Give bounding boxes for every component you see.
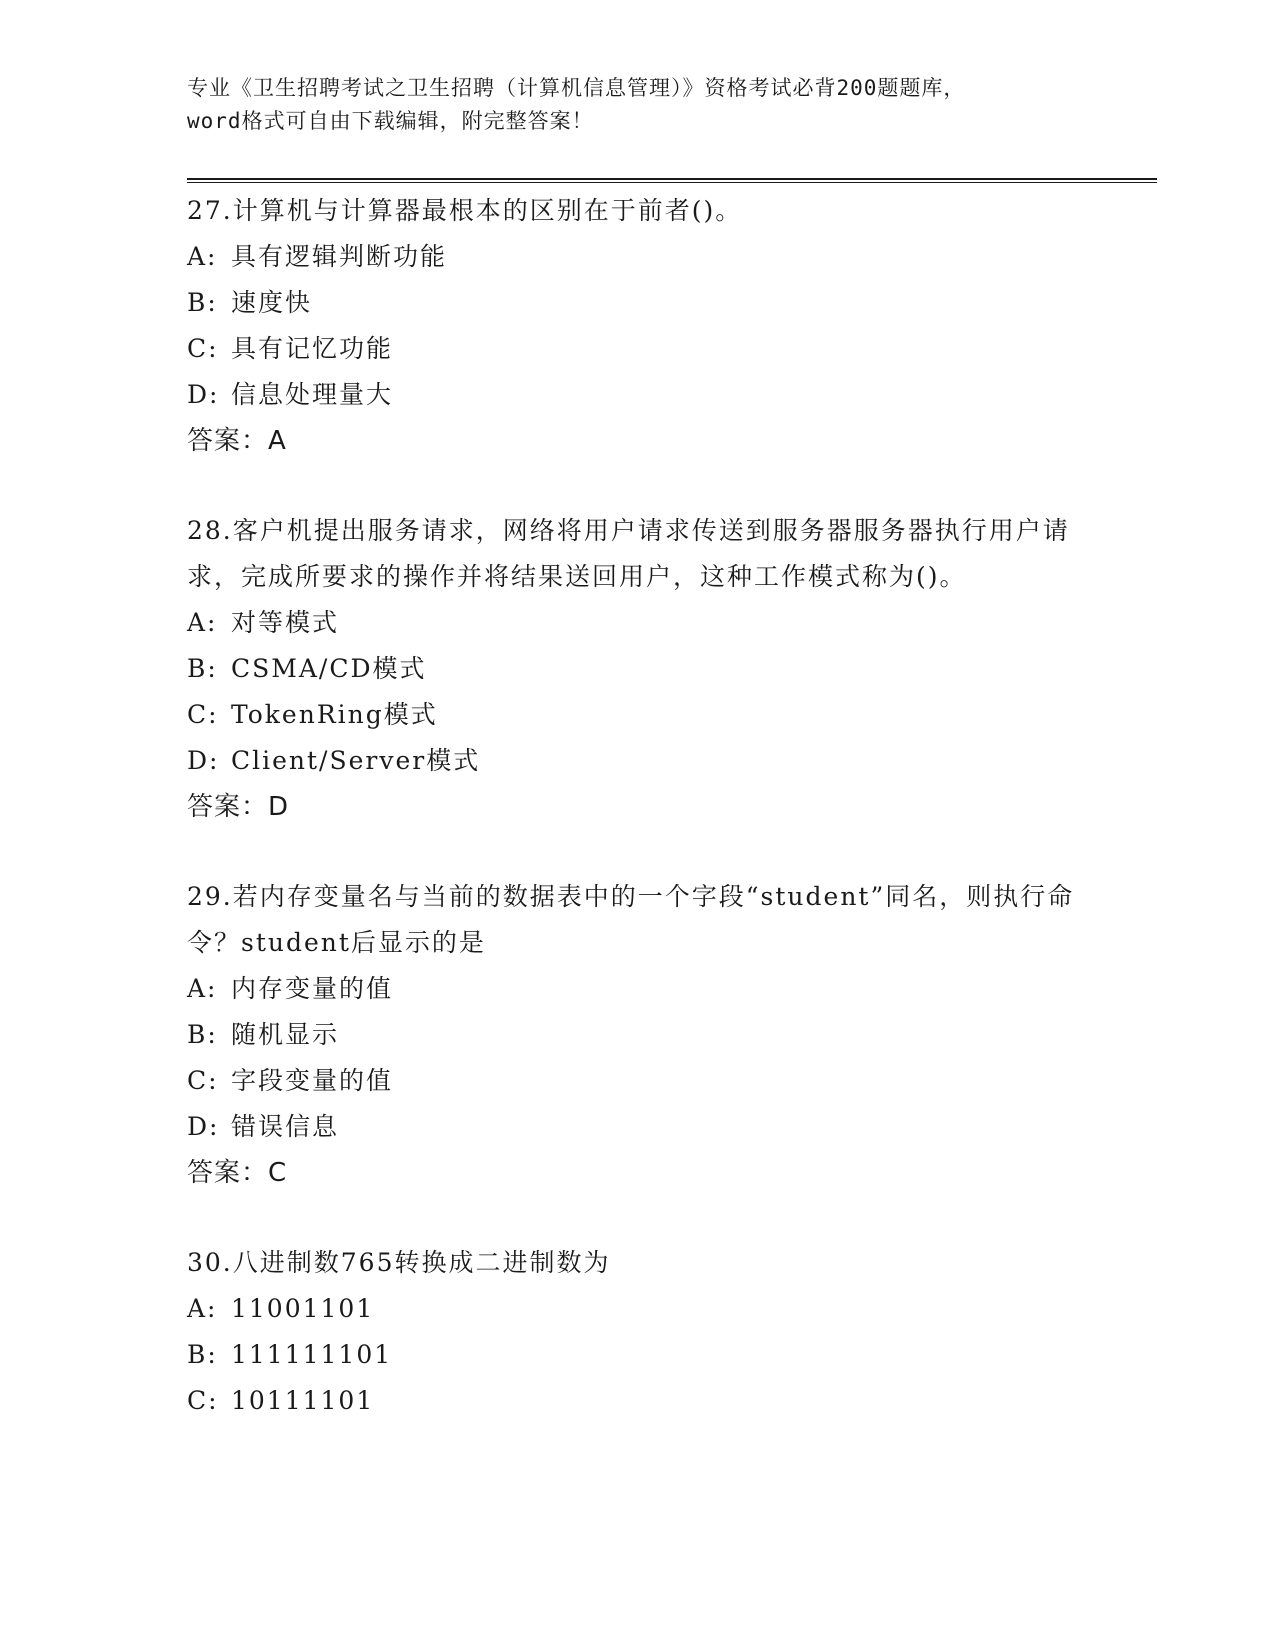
option-text: 对等模式: [231, 608, 340, 637]
option-a: [187, 234, 1087, 280]
header-line-1: 专业《卫生招聘考试之卫生招聘（计算机信息管理）》资格考试必背200题题库，: [187, 76, 966, 100]
option-letter: D:: [187, 380, 220, 409]
question-30: [187, 1240, 1087, 1424]
option-text: 内存变量的值: [231, 974, 394, 1003]
option-letter: B:: [187, 1020, 218, 1049]
header-line-2: word格式可自由下载编辑，附完整答案！: [187, 109, 594, 133]
option-b: [187, 1012, 1087, 1058]
question-stem: 30.八进制数765转换成二进制数为: [187, 1248, 611, 1277]
option-letter: A:: [187, 608, 218, 637]
question-27: [187, 188, 1087, 464]
option-text: Client/Server模式: [231, 746, 481, 775]
option-letter: B:: [187, 288, 218, 317]
option-letter: A:: [187, 1294, 218, 1323]
option-text: 速度快: [231, 288, 313, 317]
option-letter: C:: [187, 1066, 219, 1095]
option-letter: A:: [187, 974, 218, 1003]
option-d: [187, 738, 1087, 784]
option-b: [187, 646, 1087, 692]
option-text: CSMA/CD模式: [231, 654, 427, 683]
answer-line: 答案：A: [187, 426, 287, 456]
option-text: 具有逻辑判断功能: [231, 242, 448, 271]
option-letter: A:: [187, 242, 218, 271]
option-letter: C:: [187, 700, 219, 729]
option-text: 错误信息: [231, 1112, 340, 1141]
question-28: [187, 508, 1087, 830]
option-text: 10111101: [231, 1386, 375, 1415]
question-stem: 28.客户机提出服务请求，网络将用户请求传送到服务器服务器执行用户请求，完成所要求的操作并将结果送回用户，这种工作模式称为()。: [187, 516, 1070, 591]
header-divider: [187, 178, 1157, 183]
option-letter: D:: [187, 746, 220, 775]
option-d: [187, 1104, 1087, 1150]
answer-line: 答案：D: [187, 792, 290, 822]
option-text: 随机显示: [231, 1020, 340, 1049]
option-c: [187, 1378, 1087, 1424]
option-text: 信息处理量大: [231, 380, 394, 409]
option-a: [187, 1286, 1087, 1332]
answer-line: 答案：C: [187, 1158, 288, 1188]
option-letter: B:: [187, 1340, 218, 1369]
option-text: TokenRing模式: [231, 700, 438, 729]
question-stem: 27.计算机与计算器最根本的区别在于前者()。: [187, 196, 743, 225]
option-b: [187, 1332, 1087, 1378]
option-c: [187, 326, 1087, 372]
option-c: [187, 692, 1087, 738]
option-letter: C:: [187, 1386, 219, 1415]
document-header: [187, 72, 1087, 138]
option-d: [187, 372, 1087, 418]
option-text: 具有记忆功能: [231, 334, 394, 363]
option-text: 111111101: [231, 1340, 393, 1369]
question-stem: 29.若内存变量名与当前的数据表中的一个字段“student”同名，则执行命令？student后显示的是: [187, 882, 1075, 957]
option-letter: B:: [187, 654, 218, 683]
option-a: [187, 966, 1087, 1012]
option-b: [187, 280, 1087, 326]
option-text: 11001101: [231, 1294, 375, 1323]
question-29: [187, 874, 1087, 1196]
option-letter: C:: [187, 334, 219, 363]
option-letter: D:: [187, 1112, 220, 1141]
option-c: [187, 1058, 1087, 1104]
option-text: 字段变量的值: [231, 1066, 394, 1095]
option-a: [187, 600, 1087, 646]
question-list: [187, 188, 1087, 1468]
